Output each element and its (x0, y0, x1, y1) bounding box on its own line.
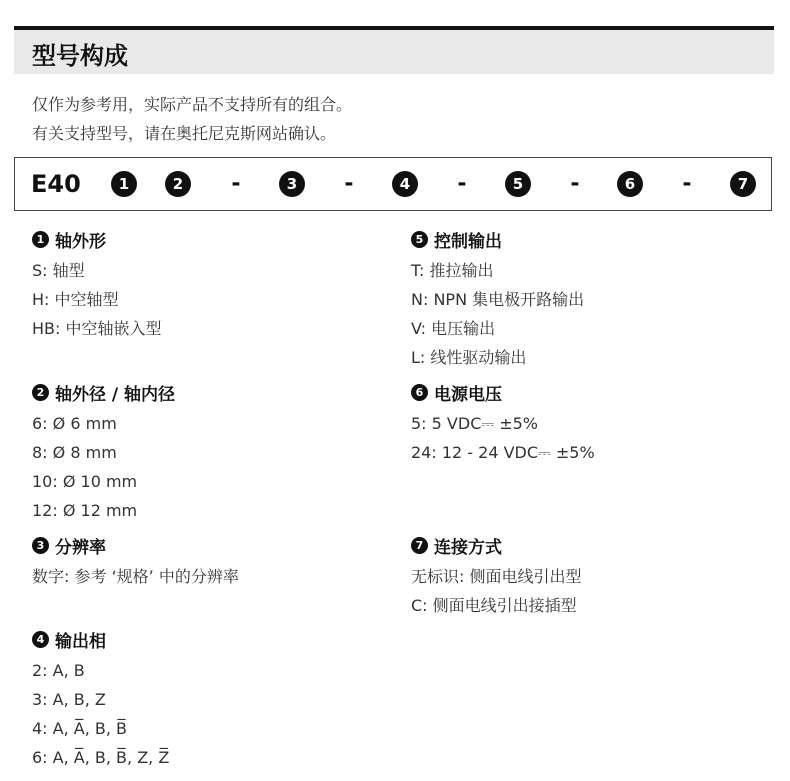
section-title: 轴外径 / 轴内径 (55, 384, 176, 405)
list-item: 12: Ø 12 mm (32, 501, 138, 520)
number-badge: 1 (32, 231, 49, 248)
section-title: 控制输出 (434, 231, 502, 252)
note-line-2: 有关支持型号，请在奥托尼克斯网站确认。 (32, 124, 337, 143)
code-dash: - (682, 171, 692, 197)
model-code-box (14, 157, 772, 211)
list-item: 无标识: 侧面电线引出型 (411, 567, 582, 586)
code-dash: - (231, 171, 241, 197)
list-item: 6: A, A̅, B, B̅, Z, Z̅ (32, 748, 170, 767)
code-circle-6: 6 (617, 171, 643, 197)
title-bar (14, 30, 774, 74)
code-circle-3: 3 (279, 171, 305, 197)
list-item: L: 线性驱动输出 (411, 348, 527, 367)
list-item: 4: A, A̅, B, B̅ (32, 719, 128, 738)
list-item: HB: 中空轴嵌入型 (32, 319, 162, 338)
list-item: 数字: 参考 ‘规格’ 中的分辨率 (32, 567, 239, 586)
section-power-supply (411, 380, 790, 467)
section-title: 轴外形 (55, 231, 106, 252)
list-item: N: NPN 集电极开路输出 (411, 290, 585, 309)
section-shaft-type (32, 227, 412, 343)
list-item: C: 侧面电线引出接插型 (411, 596, 577, 615)
section-output-phase (32, 627, 412, 772)
list-item: T: 推拉输出 (411, 261, 494, 280)
code-prefix: E40 (31, 170, 81, 198)
list-item: 8: Ø 8 mm (32, 443, 117, 462)
number-badge: 6 (411, 384, 428, 401)
number-badge: 3 (32, 537, 49, 554)
code-circle-4: 4 (392, 171, 418, 197)
code-circle-1: 1 (111, 171, 137, 197)
code-circle-7: 7 (730, 171, 756, 197)
number-badge: 2 (32, 384, 49, 401)
number-badge: 7 (411, 537, 428, 554)
list-item: 3: A, B, Z (32, 690, 106, 709)
page-title: 型号构成 (32, 42, 128, 70)
code-dash: - (457, 171, 467, 197)
list-item: 24: 12 - 24 VDC⎓ ±5% (411, 443, 595, 462)
section-title: 连接方式 (434, 537, 502, 558)
code-circle-2: 2 (165, 171, 191, 197)
number-badge: 5 (411, 231, 428, 248)
section-title: 电源电压 (434, 384, 502, 405)
number-badge: 4 (32, 631, 49, 648)
list-item: 6: Ø 6 mm (32, 414, 117, 433)
list-item: 5: 5 VDC⎓ ±5% (411, 414, 539, 433)
list-item: 2: A, B (32, 661, 85, 680)
section-resolution (32, 533, 412, 591)
section-title: 输出相 (55, 631, 106, 652)
section-shaft-diameter (32, 380, 412, 525)
list-item: S: 轴型 (32, 261, 85, 280)
code-circle-5: 5 (505, 171, 531, 197)
section-control-output (411, 227, 790, 372)
list-item: V: 电压输出 (411, 319, 496, 338)
note-line-1: 仅作为参考用，实际产品不支持所有的组合。 (32, 95, 353, 114)
list-item: 10: Ø 10 mm (32, 472, 138, 491)
list-item: H: 中空轴型 (32, 290, 119, 309)
section-title: 分辨率 (55, 537, 106, 558)
code-dash: - (344, 171, 354, 197)
code-dash: - (570, 171, 580, 197)
section-connection (411, 533, 790, 620)
